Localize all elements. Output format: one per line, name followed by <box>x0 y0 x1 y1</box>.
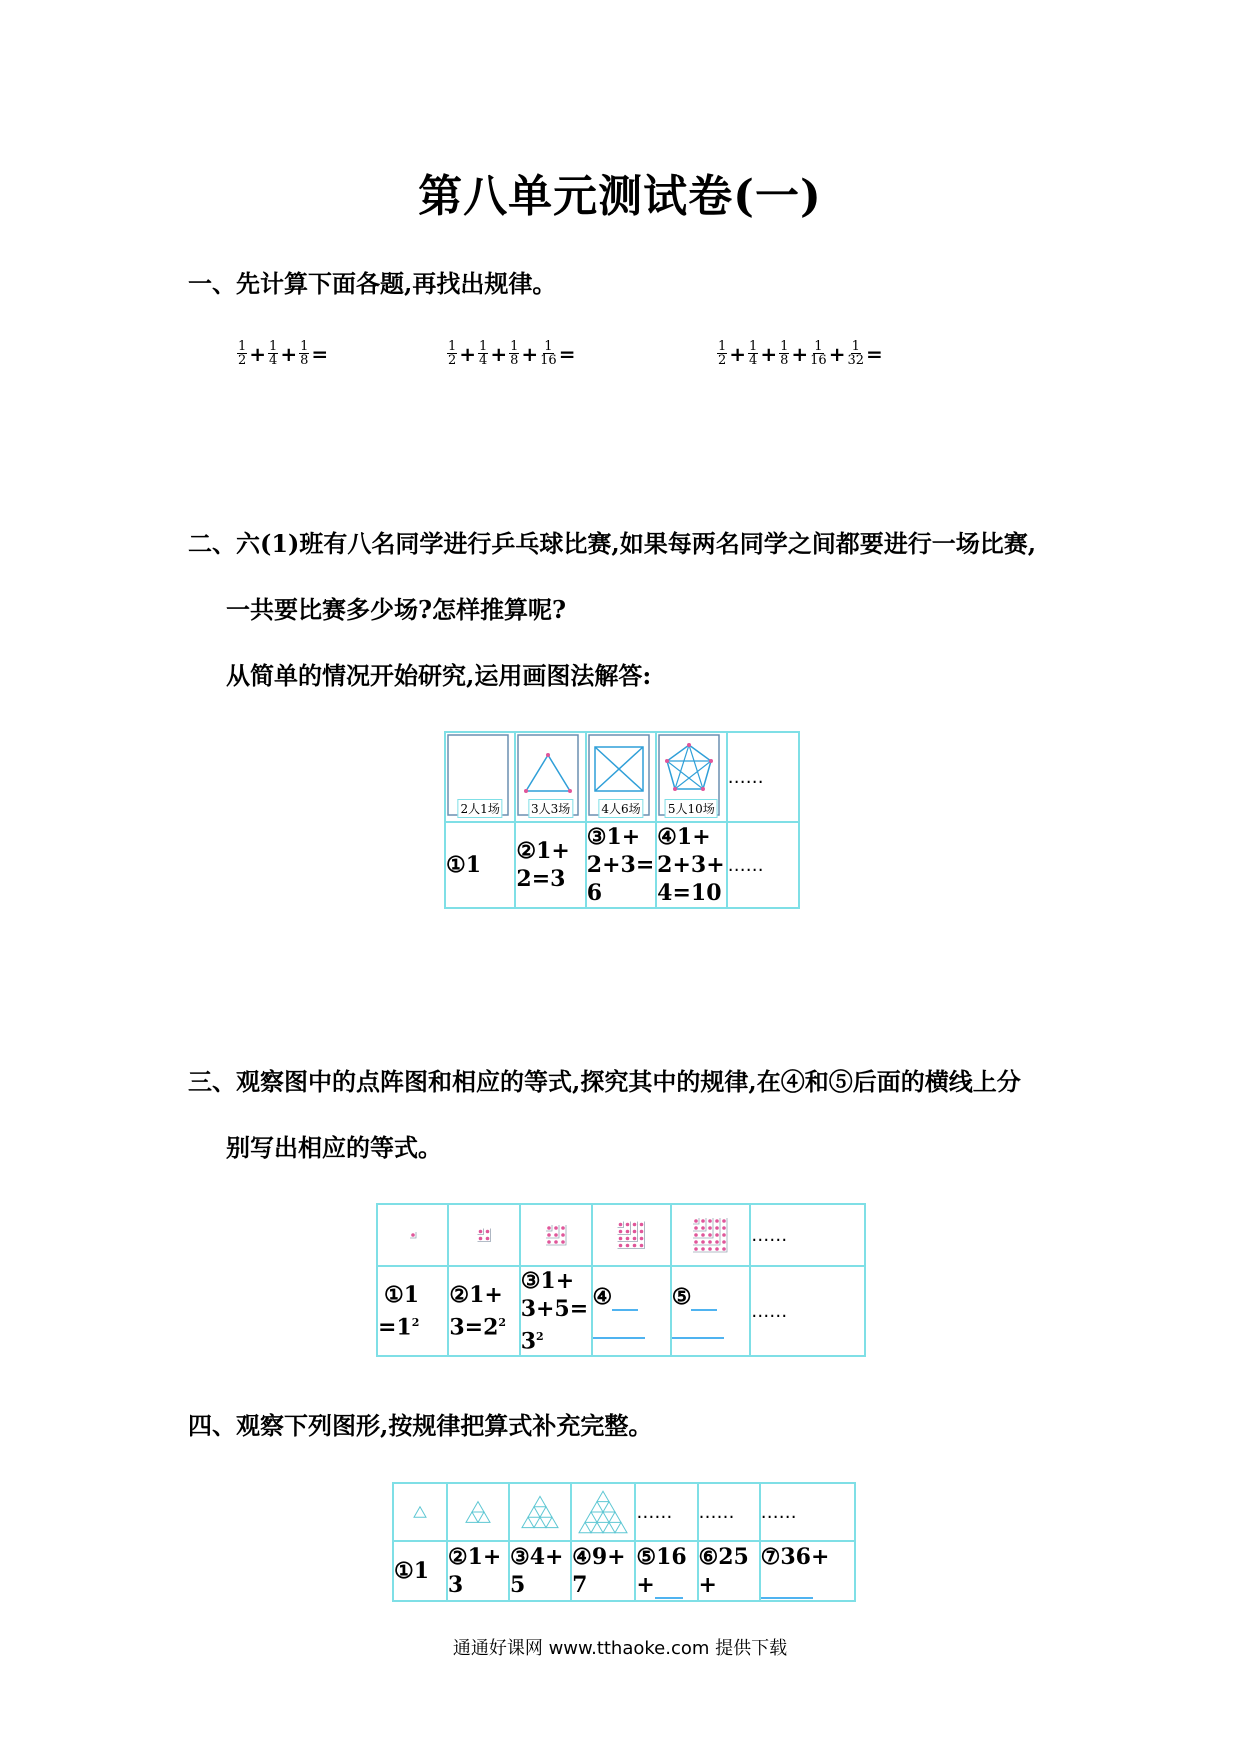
triangle-svg <box>574 1486 632 1538</box>
dot <box>723 1247 727 1251</box>
dot <box>411 1233 415 1237</box>
ellipsis-cell: …… <box>750 1266 865 1356</box>
dot <box>695 1233 699 1237</box>
caption: 2人1场 <box>458 799 503 818</box>
dot <box>702 1226 706 1230</box>
dot <box>716 1240 720 1244</box>
frac: $\frac{1}{16}$ <box>540 339 557 368</box>
frac: $\frac{1}{8}$ <box>780 339 789 368</box>
dot <box>723 1219 727 1223</box>
tri-seq-5[interactable]: ⑤16 + <box>635 1541 697 1601</box>
small-triangle <box>585 1512 597 1522</box>
answer-blank[interactable] <box>672 1325 724 1339</box>
ellipsis-cell: …… <box>727 732 799 822</box>
dot <box>619 1237 623 1241</box>
tri-seq-2: ②1+ 3 <box>447 1541 509 1601</box>
dot <box>640 1230 644 1234</box>
triangle-fig-2 <box>447 1483 509 1541</box>
dot <box>479 1237 483 1241</box>
caption: 5人10场 <box>665 799 718 818</box>
dot-array-svg <box>454 1210 514 1260</box>
dot <box>561 1233 565 1237</box>
tri-seq-3: ③4+ 5 <box>509 1541 571 1601</box>
eq-4-answer[interactable]: ④ <box>592 1266 671 1356</box>
s1-expr2: $\frac{1}{2}$ + $\frac{1}{4}$ + $\frac{1}{8}$ + $\frac{1}{16}$ = <box>448 339 576 368</box>
dot <box>723 1233 727 1237</box>
dot-array-svg <box>526 1210 586 1260</box>
dot <box>723 1226 727 1230</box>
section2-line3: 从简单的情况开始研究,运用画图法解答: <box>226 661 652 690</box>
diagram-5-people <box>656 732 726 822</box>
triangle-table <box>392 1482 856 1602</box>
frac: $\frac{1}{16}$ <box>810 339 827 368</box>
small-triangle <box>534 1517 546 1527</box>
frac: $\frac{1}{4}$ <box>749 339 758 368</box>
caption: 4人6场 <box>598 799 643 818</box>
small-triangle <box>597 1491 609 1501</box>
dot <box>716 1233 720 1237</box>
diagram-3-people <box>515 732 585 822</box>
dot <box>619 1244 623 1248</box>
ellipsis-cell: …… <box>750 1204 865 1266</box>
triangle-fig-4 <box>571 1483 635 1541</box>
dot <box>695 1226 699 1230</box>
dot <box>709 1240 713 1244</box>
triangle-svg <box>398 1487 442 1537</box>
ellipsis-cell: …… <box>635 1483 697 1541</box>
dot <box>633 1244 637 1248</box>
small-triangle <box>472 1502 484 1512</box>
frac: $\frac{1}{2}$ <box>718 339 727 368</box>
dot <box>633 1223 637 1227</box>
dot <box>716 1247 720 1251</box>
dot-array-3 <box>520 1204 592 1266</box>
dot <box>626 1244 630 1248</box>
dot-array-svg <box>383 1210 443 1260</box>
section2-line2: 一共要比赛多少场?怎样推算呢? <box>226 595 567 624</box>
dot <box>709 1247 713 1251</box>
answer-blank[interactable] <box>612 1289 638 1311</box>
ellipsis-cell: …… <box>760 1483 855 1541</box>
dot <box>695 1247 699 1251</box>
dot <box>633 1237 637 1241</box>
triangle-fig-1 <box>393 1483 447 1541</box>
small-triangle <box>414 1507 426 1517</box>
small-triangle <box>591 1522 603 1532</box>
dot <box>554 1233 558 1237</box>
section3-line2: 别写出相应的等式。 <box>226 1133 442 1162</box>
answer-blank[interactable] <box>691 1289 717 1311</box>
dot <box>561 1240 565 1244</box>
dot <box>716 1219 720 1223</box>
dot <box>695 1240 699 1244</box>
small-triangle <box>522 1517 534 1527</box>
s1-expr3: $\frac{1}{2}$ + $\frac{1}{4}$ + $\frac{1}{8}$ + $\frac{1}{16}$ + $\frac{1}{32}$ = <box>718 339 883 368</box>
seq-3: ③1+ 2+3= 6 <box>586 824 655 906</box>
dot <box>695 1219 699 1223</box>
small-triangle <box>609 1512 621 1522</box>
dot-array-2 <box>448 1204 519 1266</box>
tri-seq-7[interactable]: ⑦36+ <box>760 1541 855 1601</box>
frac: $\frac{1}{4}$ <box>479 339 488 368</box>
frac: $\frac{1}{2}$ <box>238 339 247 368</box>
dot <box>709 1233 713 1237</box>
dot <box>486 1230 490 1234</box>
frac: $\frac{1}{8}$ <box>300 339 309 368</box>
frac: $\frac{1}{2}$ <box>448 339 457 368</box>
dot <box>547 1233 551 1237</box>
small-triangle <box>603 1522 615 1532</box>
dot <box>640 1223 644 1227</box>
diagram-4-people <box>586 732 656 822</box>
dot <box>633 1230 637 1234</box>
seq-2: ②1+ 2=3 <box>515 822 585 908</box>
seq-4: ④1+ 2+3+ 4=10 <box>657 824 725 906</box>
dot <box>486 1237 490 1241</box>
dot <box>547 1226 551 1230</box>
diagram-2-people <box>445 732 515 822</box>
dot-array-svg <box>675 1207 745 1263</box>
dot-array-table <box>376 1203 866 1357</box>
small-triangle <box>546 1517 558 1527</box>
dot-array-svg <box>598 1210 664 1260</box>
dot <box>547 1240 551 1244</box>
section3-line1: 三、观察图中的点阵图和相应的等式,探究其中的规律,在④和⑤后面的横线上分 <box>188 1067 1021 1096</box>
small-triangle <box>591 1502 603 1512</box>
dot <box>702 1233 706 1237</box>
dot-array-5 <box>671 1204 750 1266</box>
s1-expr1: $\frac{1}{2}$ + $\frac{1}{4}$ + $\frac{1}{8}$ = <box>238 339 329 368</box>
dot <box>554 1240 558 1244</box>
frac: $\frac{1}{4}$ <box>269 339 278 368</box>
triangle-fig-3 <box>509 1483 571 1541</box>
dot-array-1 <box>377 1204 448 1266</box>
dot <box>619 1230 623 1234</box>
small-triangle <box>615 1522 627 1532</box>
section1-heading: 一、先计算下面各题,再找出规律。 <box>188 269 557 298</box>
section2-line1: 二、六(1)班有八名同学进行乒乓球比赛,如果每两名同学之间都要进行一场比赛, <box>188 529 1037 558</box>
triangle-svg <box>515 1487 565 1537</box>
tri-seq-1: ①1 <box>393 1541 447 1601</box>
dot <box>561 1226 565 1230</box>
dot <box>626 1237 630 1241</box>
dot-array-4 <box>592 1204 671 1266</box>
frac: $\frac{1}{32}$ <box>847 339 864 368</box>
eq-2: ②1+ $3=2^2$ <box>448 1266 519 1356</box>
dot <box>709 1226 713 1230</box>
dot <box>626 1230 630 1234</box>
section4-heading: 四、观察下列图形,按规律把算式补充完整。 <box>188 1411 653 1440</box>
dot <box>702 1219 706 1223</box>
dot <box>702 1240 706 1244</box>
small-triangle <box>579 1522 591 1532</box>
answer-blank[interactable] <box>761 1583 813 1599</box>
dot <box>619 1223 623 1227</box>
ellipsis-cell: …… <box>727 822 799 908</box>
tri-seq-4: ④9+ 7 <box>571 1541 635 1601</box>
ellipsis-cell: …… <box>698 1483 760 1541</box>
dot <box>723 1240 727 1244</box>
small-triangle <box>534 1496 546 1506</box>
caption: 3人3场 <box>528 799 573 818</box>
dot <box>554 1226 558 1230</box>
frac: $\frac{1}{8}$ <box>510 339 519 368</box>
dot <box>479 1230 483 1234</box>
eq-1: ①1 $=1^2$ <box>377 1266 448 1356</box>
dot <box>640 1237 644 1241</box>
eq-3: ③1+ 3+5= $3^2$ <box>520 1266 592 1356</box>
eq-5-answer[interactable]: ⑤ <box>671 1266 750 1356</box>
small-triangle <box>540 1507 552 1517</box>
dot <box>640 1244 644 1248</box>
small-triangle <box>597 1512 609 1522</box>
seq-1: ①1 <box>445 822 515 908</box>
dot <box>716 1226 720 1230</box>
handshake-table <box>444 731 800 909</box>
footer-text: 通通好课网 www.tthaoke.com 提供下载 <box>452 1638 788 1659</box>
dot <box>626 1223 630 1227</box>
dot <box>702 1247 706 1251</box>
page-title: 第八单元测试卷(一) <box>418 171 822 222</box>
triangle-svg <box>453 1487 503 1537</box>
answer-blank[interactable] <box>655 1581 683 1599</box>
small-triangle <box>466 1512 478 1522</box>
dot <box>709 1219 713 1223</box>
small-triangle <box>528 1507 540 1517</box>
answer-blank[interactable] <box>593 1325 645 1339</box>
tri-seq-6[interactable]: ⑥25 + <box>698 1541 760 1601</box>
small-triangle <box>478 1512 490 1522</box>
small-triangle <box>603 1502 615 1512</box>
